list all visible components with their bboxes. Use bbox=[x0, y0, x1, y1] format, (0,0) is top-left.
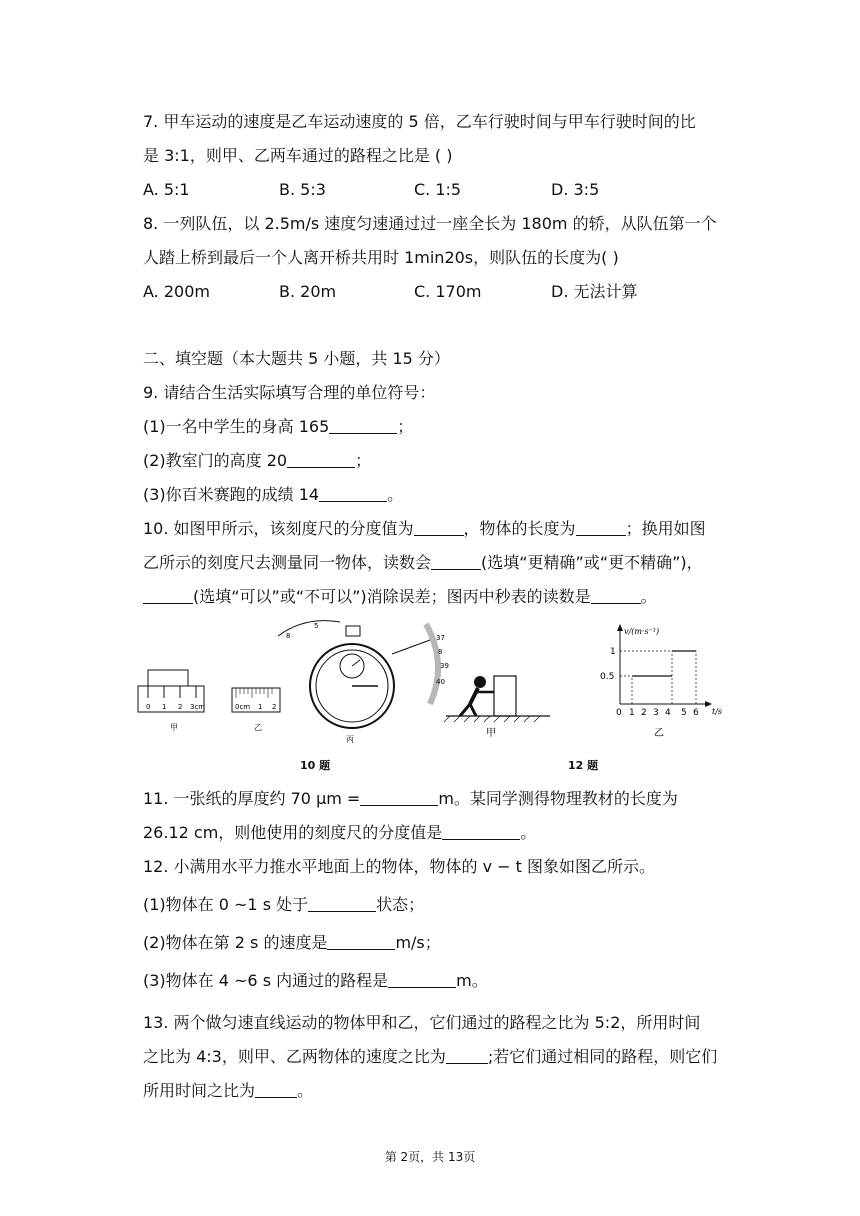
q12-part2 bbox=[143, 932, 441, 954]
q13-line3 bbox=[143, 1080, 313, 1102]
label-yi-10: 乙 bbox=[254, 723, 262, 732]
xtick-6: 6 bbox=[693, 708, 699, 718]
push-box bbox=[444, 676, 550, 739]
q11-l1a: 11. 一张纸的厚度约 70 μm = bbox=[143, 789, 361, 808]
figures bbox=[130, 614, 730, 749]
q12-p3b: m。 bbox=[456, 971, 488, 990]
q9-part2-text: (2)教室门的高度 20 bbox=[143, 451, 288, 470]
ruler2-tick-2: 2 bbox=[272, 703, 277, 711]
q7-line2: 是 3:1，则甲、乙两车通过的路程之比是 ( ) bbox=[143, 146, 453, 165]
ytick-1: 1 bbox=[610, 647, 616, 657]
ruler2-tick-0: 0cm bbox=[235, 703, 251, 711]
q12-p3a: (3)物体在 4 ~6 s 内通过的路程是 bbox=[143, 971, 389, 990]
section-heading: 二、填空题（本大题共 5 小题，共 15 分） bbox=[143, 349, 450, 368]
label-bing-10: 丙 bbox=[346, 735, 354, 744]
q9-part1-end: ； bbox=[397, 417, 414, 436]
xtick-1: 1 bbox=[629, 708, 635, 718]
svg-text:8: 8 bbox=[286, 632, 291, 640]
label-yi-12: 乙 bbox=[654, 728, 664, 739]
svg-text:5: 5 bbox=[314, 622, 319, 630]
q12-part1 bbox=[143, 894, 424, 916]
q10-blank1[interactable] bbox=[414, 519, 464, 536]
q12-p1b: 状态； bbox=[376, 895, 425, 914]
q9-part2-end: ； bbox=[355, 451, 372, 470]
q8-line2: 人踏上桥到最后一个人离开桥共用时 1min20s，则队伍的长度为( ) bbox=[143, 248, 619, 267]
ruler-tick-2: 2 bbox=[178, 703, 183, 711]
q10-l3b: 。 bbox=[640, 587, 657, 606]
q9-part2 bbox=[143, 450, 371, 472]
q10-line1 bbox=[143, 518, 706, 540]
graph-xlabel: t/s bbox=[712, 707, 723, 716]
q12-blank3[interactable] bbox=[388, 971, 456, 988]
q7-option-d: D. 3:5 bbox=[551, 180, 600, 199]
graph-ylabel: v/(m·s⁻¹) bbox=[624, 627, 660, 636]
label-jia-12: 甲 bbox=[486, 728, 496, 739]
q9-part3 bbox=[143, 484, 403, 506]
ruler-yi bbox=[232, 688, 280, 732]
q11-l2b: 。 bbox=[520, 823, 537, 842]
page-footer: 第 2页，共 13页 bbox=[384, 1150, 476, 1164]
q7-option-a: A. 5:1 bbox=[143, 180, 190, 199]
q8-option-c: C. 170m bbox=[414, 282, 482, 301]
q13-l3a: 所用时间之比为 bbox=[143, 1081, 256, 1100]
q10-l1c: ；换用如图 bbox=[625, 519, 706, 538]
q13-line2 bbox=[143, 1046, 717, 1068]
q13-blank1[interactable] bbox=[446, 1047, 488, 1064]
q12-p2a: (2)物体在第 2 s 的速度是 bbox=[143, 933, 328, 952]
q9-blank3[interactable] bbox=[319, 485, 387, 502]
q8-line1: 8. 一列队伍，以 2.5m/s 速度匀速通过过一座全长为 180m 的轿，从队伍第一个 bbox=[143, 214, 717, 233]
q8-option-a: A. 200m bbox=[143, 282, 210, 301]
caption-fig10: 10 题 bbox=[300, 759, 331, 772]
q12-stem: 12. 小满用水平力推水平地面上的物体，物体的 v − t 图象如图乙所示。 bbox=[143, 857, 656, 876]
q10-l3a: (选填“可以”或“不可以”)消除误差；图丙中秒表的读数是 bbox=[193, 587, 591, 606]
q11-l2a: 26.12 cm，则他使用的刻度尺的分度值是 bbox=[143, 823, 443, 842]
q9-part1 bbox=[143, 416, 413, 438]
ruler2-tick-1: 1 bbox=[258, 703, 263, 711]
xtick-2: 2 bbox=[641, 708, 647, 718]
q7-line1: 7. 甲车运动的速度是乙车运动速度的 5 倍，乙车行驶时间与甲车行驶时间的比 bbox=[143, 112, 696, 131]
q10-blank3[interactable] bbox=[431, 553, 481, 570]
q8-option-d: D. 无法计算 bbox=[551, 282, 638, 301]
xtick-0: 0 bbox=[616, 708, 622, 718]
xtick-5: 5 bbox=[681, 708, 687, 718]
q11-line2 bbox=[143, 822, 536, 844]
label-jia-10: 甲 bbox=[170, 723, 178, 732]
q11-line1 bbox=[143, 788, 678, 810]
q12-blank2[interactable] bbox=[327, 933, 395, 950]
xtick-3: 3 bbox=[653, 708, 659, 718]
q11-blank2[interactable] bbox=[442, 823, 520, 840]
ytick-05: 0.5 bbox=[600, 672, 615, 682]
q12-part3 bbox=[143, 970, 488, 992]
ruler-tick-0: 0 bbox=[146, 703, 151, 711]
q10-l1a: 10. 如图甲所示，该刻度尺的分度值为 bbox=[143, 519, 414, 538]
q9-blank1[interactable] bbox=[329, 417, 397, 434]
q9-part3-end: 。 bbox=[387, 485, 404, 504]
sw-tick-8: 8 bbox=[438, 648, 443, 656]
ruler-tick-1: 1 bbox=[162, 703, 167, 711]
q10-l1b: ，物体的长度为 bbox=[463, 519, 576, 538]
q9-part1-text: (1)一名中学生的身高 165 bbox=[143, 417, 330, 436]
xtick-4: 4 bbox=[665, 708, 671, 718]
q10-blank4[interactable] bbox=[143, 587, 193, 604]
q11-l1b: m。某同学测得物理教材的长度为 bbox=[438, 789, 678, 808]
q10-l2a: 乙所示的刻度尺去测量同一物体，读数会 bbox=[143, 553, 432, 572]
vt-graph bbox=[600, 624, 722, 739]
sw-tick-39: 39 bbox=[440, 662, 449, 670]
caption-fig12: 12 题 bbox=[568, 759, 599, 772]
ruler-jia bbox=[138, 670, 205, 732]
q13-l2b: ;若它们通过相同的路程，则它们 bbox=[487, 1047, 718, 1066]
q10-blank2[interactable] bbox=[576, 519, 626, 536]
q9-stem: 9. 请结合生活实际填写合理的单位符号： bbox=[143, 383, 436, 402]
q12-p2b: m/s； bbox=[395, 933, 441, 952]
q13-line1: 13. 两个做匀速直线运动的物体甲和乙，它们通过的路程之比为 5:2，所用时间 bbox=[143, 1013, 701, 1032]
ruler-tick-3: 3cm bbox=[190, 703, 206, 711]
q10-line3 bbox=[143, 586, 657, 608]
q10-l2b: (选填“更精确”或“更不精确”)， bbox=[481, 553, 703, 572]
q11-blank1[interactable] bbox=[360, 789, 438, 806]
q13-l3b: 。 bbox=[297, 1081, 314, 1100]
q7-option-b: B. 5:3 bbox=[279, 180, 326, 199]
q12-blank1[interactable] bbox=[308, 895, 376, 912]
sw-tick-40: 40 bbox=[436, 678, 445, 686]
q8-option-b: B. 20m bbox=[279, 282, 337, 301]
q10-blank5[interactable] bbox=[591, 587, 641, 604]
sw-tick-37: 37 bbox=[436, 634, 445, 642]
q10-line2 bbox=[143, 552, 703, 574]
q12-p1a: (1)物体在 0 ~1 s 处于 bbox=[143, 895, 309, 914]
q7-option-c: C. 1:5 bbox=[414, 180, 462, 199]
q9-part3-text: (3)你百米赛跑的成绩 14 bbox=[143, 485, 320, 504]
q13-blank2[interactable] bbox=[255, 1081, 297, 1098]
q9-blank2[interactable] bbox=[287, 451, 355, 468]
q13-l2a: 之比为 4:3，则甲、乙两物体的速度之比为 bbox=[143, 1047, 446, 1066]
stopwatch bbox=[278, 621, 449, 744]
